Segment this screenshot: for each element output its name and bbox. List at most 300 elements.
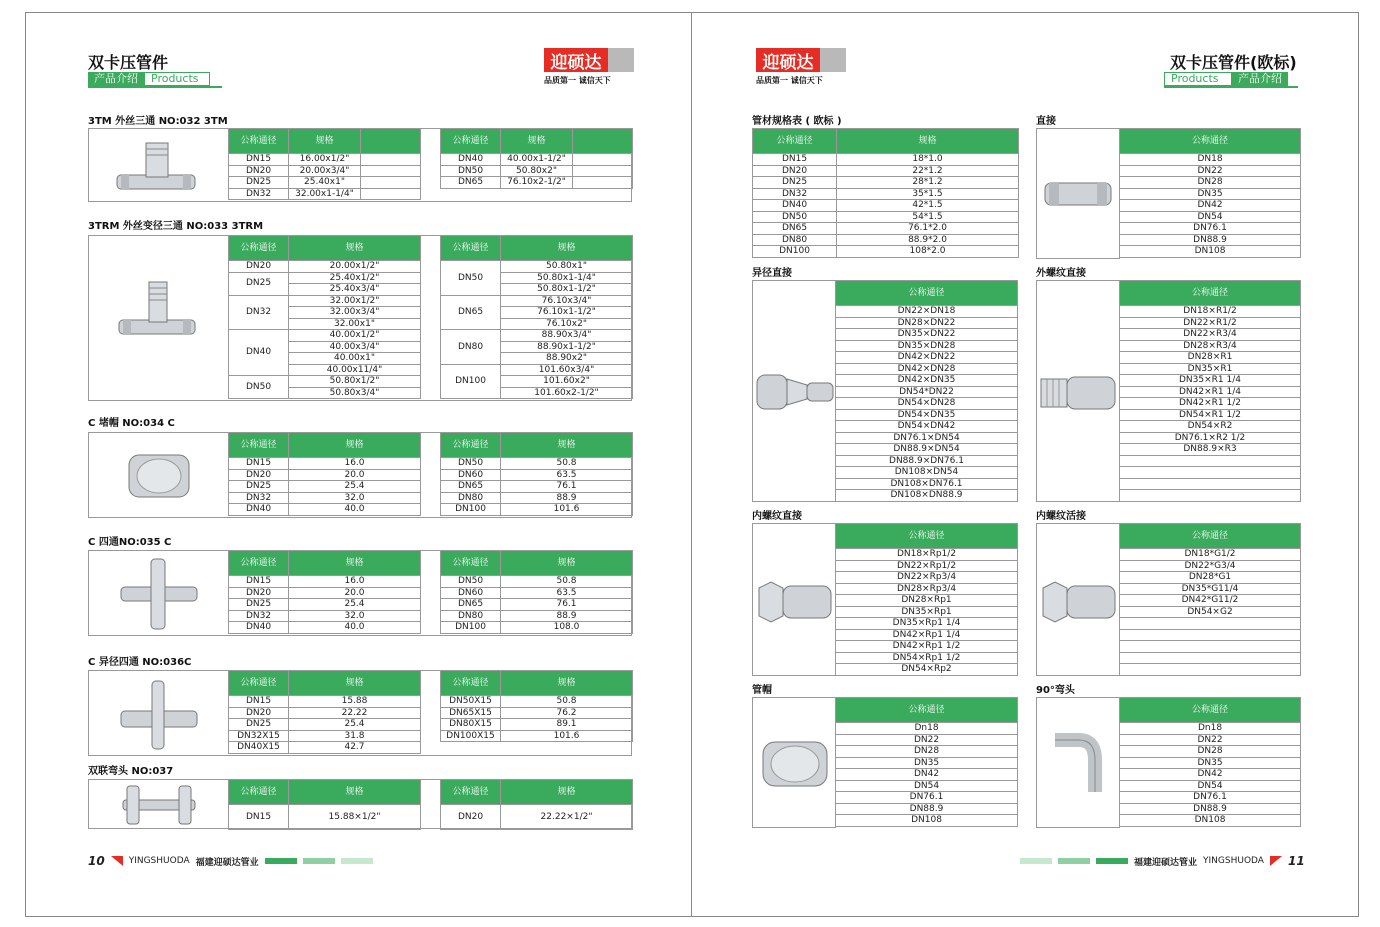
table-cell: DN54 (1120, 211, 1301, 223)
table-cell: DN35 (836, 757, 1018, 769)
table-cell: DN22 (1120, 734, 1301, 746)
table-cell (573, 165, 633, 177)
table-row (753, 211, 1019, 223)
table-cell: DN100 (441, 364, 501, 399)
header-dn: 公称通径 (441, 671, 501, 696)
table-cell: 15.88×1/2" (289, 805, 421, 830)
table-row (441, 730, 633, 742)
table-row (229, 469, 421, 481)
table-cell: 40.00x3/4" (289, 341, 421, 353)
table-row (1120, 188, 1301, 200)
table-row (1120, 629, 1301, 641)
table-cell: DN65 (441, 599, 501, 611)
table-cell: 20.0 (289, 587, 421, 599)
right-logo-text: 迎硕达 (756, 48, 820, 72)
table-cell (1120, 629, 1301, 641)
elbow-90-image (1049, 730, 1109, 796)
section-title-straight: 直接 (1036, 116, 1056, 127)
header-dn: 公称通径 (1120, 129, 1301, 154)
table-row (229, 177, 421, 189)
table-row (836, 455, 1018, 467)
table-cell: DN88.9 (1120, 234, 1301, 246)
table-cell: DN60 (441, 469, 501, 481)
table-cell: 42.7 (289, 742, 421, 754)
table-cell: 76.10x2" (501, 318, 633, 330)
table-row (229, 730, 421, 742)
table-cell: DN25 (229, 599, 289, 611)
female-adapter-image (757, 580, 833, 624)
table-row (836, 803, 1018, 815)
section-title-union: 内螺纹活接 (1036, 511, 1086, 522)
table-cell: DN20 (441, 805, 501, 830)
table-row (836, 478, 1018, 490)
table-cell: DN22×Rp3/4 (836, 572, 1018, 584)
table-cell: DN50 (229, 376, 289, 399)
right-page-title: 双卡压管件(欧标) (1170, 53, 1297, 72)
table-cell: DN80 (441, 330, 501, 365)
table-cell: DN15 (229, 696, 289, 708)
header-dn: 公称通径 (441, 780, 501, 805)
table-row (1120, 815, 1301, 827)
table-row (441, 469, 633, 481)
table-cell: DN35 (1120, 188, 1301, 200)
table-cell: 101.6 (501, 504, 633, 516)
table-row (229, 742, 421, 754)
table-cell: 63.5 (501, 587, 633, 599)
table-row (1120, 595, 1301, 607)
table-cell: DN35×DN22 (836, 329, 1018, 341)
table-cell: DN108 (836, 815, 1018, 827)
table-cell: DN32 (229, 492, 289, 504)
table-row (753, 246, 1019, 258)
table-cell: 76.10x1-1/2" (501, 307, 633, 319)
table-cell: DN40 (229, 504, 289, 516)
table-row (836, 560, 1018, 572)
header-spec: 规格 (501, 780, 633, 805)
header-dn: 公称通径 (441, 236, 501, 261)
table-row (229, 154, 421, 166)
table-cell: DN65 (441, 481, 501, 493)
table-cell: 32.0 (289, 492, 421, 504)
table-cell: DN28*G1 (1120, 572, 1301, 584)
table-cell: 76.10x2-1/2" (501, 177, 573, 189)
table-cell: 50.80x1-1/4" (501, 272, 633, 284)
table-cell: DN54×R1 1/2 (1120, 409, 1301, 421)
table-elbow (1119, 697, 1301, 827)
right-logo (756, 48, 846, 72)
table-cell: 25.40x1/2" (289, 272, 421, 284)
section-title-reducer: 异径直接 (752, 268, 792, 279)
right-page-number: 11 (1287, 854, 1305, 868)
table-cell (361, 165, 421, 177)
table-cell: DN20 (229, 707, 289, 719)
table-cell: DN28×DN22 (836, 317, 1018, 329)
left-footer (88, 854, 373, 868)
table-row (753, 234, 1019, 246)
header-dn: 公称通径 (229, 433, 289, 458)
table-row (441, 576, 633, 588)
section-title-032: 3TM 外丝三通 NO:032 3TM (88, 116, 228, 127)
table-cell: DN76.1 (836, 792, 1018, 804)
table-row (1120, 467, 1301, 479)
table-cell: DN65 (441, 295, 501, 330)
header-dn: 公称通径 (836, 524, 1018, 549)
table-cell: DN60 (441, 587, 501, 599)
table-row (836, 572, 1018, 584)
red-triangle-icon (111, 856, 123, 866)
header-spec: 规格 (501, 671, 633, 696)
table-row (836, 606, 1018, 618)
table-032b (440, 128, 633, 189)
table-cell: DN108 (1120, 815, 1301, 827)
table-row (753, 188, 1019, 200)
table-union (1119, 523, 1301, 676)
table-cell: DN18*G1/2 (1120, 549, 1301, 561)
table-row (1120, 246, 1301, 258)
table-cell: DN65X15 (441, 707, 501, 719)
table-row (836, 734, 1018, 746)
table-row (229, 622, 421, 634)
table-row (1120, 398, 1301, 410)
table-row (836, 746, 1018, 758)
table-cell: DN40 (441, 154, 501, 166)
table-row (836, 317, 1018, 329)
table-cell: DN28 (1120, 746, 1301, 758)
table-cell: DN35×Rp1 1/4 (836, 618, 1018, 630)
table-cell: 16.0 (289, 576, 421, 588)
table-row (836, 641, 1018, 653)
table-cell: Dn18 (836, 723, 1018, 735)
table-cell: DN42×R1 1/2 (1120, 398, 1301, 410)
table-cell: DN25 (229, 177, 289, 189)
table-cell: 40.0 (289, 622, 421, 634)
table-row (1120, 177, 1301, 189)
table-row (441, 364, 633, 376)
table-034b (440, 432, 633, 516)
table-cell: 20.0 (289, 469, 421, 481)
table-cell: DN100 (753, 246, 837, 258)
table-cell: DN50 (441, 261, 501, 296)
table-row (836, 792, 1018, 804)
table-row (1120, 329, 1301, 341)
table-cell: DN42×R1 1/4 (1120, 386, 1301, 398)
table-cell: 76.1 (501, 481, 633, 493)
table-row (836, 398, 1018, 410)
table-row (229, 272, 421, 284)
table-cell: DN54 (836, 780, 1018, 792)
table-row (1120, 409, 1301, 421)
header-dn: 公称通径 (229, 780, 289, 805)
section-title-034: C 堵帽 NO:034 C (88, 418, 175, 429)
section-title-male: 外螺纹直接 (1036, 268, 1086, 279)
table-cell: DN32 (229, 188, 289, 200)
table-cell: DN76.1×DN54 (836, 432, 1018, 444)
table-row (836, 329, 1018, 341)
table-row (1120, 803, 1301, 815)
table-row (1120, 386, 1301, 398)
table-row (836, 815, 1018, 827)
table-cell: DN22×Rp1/2 (836, 560, 1018, 572)
table-cell: DN54×DN35 (836, 409, 1018, 421)
table-row (441, 707, 633, 719)
table-row (836, 352, 1018, 364)
table-row (1120, 432, 1301, 444)
header-dn: 公称通径 (836, 281, 1018, 306)
table-row (441, 458, 633, 470)
table-cell: 88.90x1-1/2" (501, 341, 633, 353)
table-cell: DN42×Rp1 1/2 (836, 641, 1018, 653)
table-row (836, 549, 1018, 561)
table-row (836, 780, 1018, 792)
table-cell: DN15 (229, 458, 289, 470)
header-blank (573, 129, 633, 154)
image-box-cap (752, 697, 836, 828)
table-032a (228, 128, 421, 200)
table-row (1120, 154, 1301, 166)
table-037b (440, 779, 633, 830)
straight-coupling-image (1043, 179, 1113, 209)
table-row (229, 376, 421, 388)
table-cell (573, 154, 633, 166)
table-cell (1120, 490, 1301, 502)
right-header-rule (1164, 72, 1298, 88)
table-row (229, 576, 421, 588)
table-cell: DN28×R1 (1120, 352, 1301, 364)
table-cell: DN20 (229, 261, 289, 273)
reducer-image (755, 367, 835, 417)
table-row (1120, 606, 1301, 618)
header-spec: 规格 (501, 551, 633, 576)
table-cell: DN42 (836, 769, 1018, 781)
table-row (1120, 780, 1301, 792)
right-footer-company: 福建迎硕达管业 (1134, 857, 1198, 868)
table-cell: 50.80x2" (501, 165, 573, 177)
table-033b (440, 235, 633, 399)
header-dn: 公称通径 (229, 671, 289, 696)
table-reducer (835, 280, 1018, 502)
left-tab-cn: 产品介绍 (88, 72, 144, 86)
table-cell: 50.8 (501, 696, 633, 708)
table-row (836, 306, 1018, 318)
table-row (753, 165, 1019, 177)
table-cell: DN22*G3/4 (1120, 560, 1301, 572)
table-cell: 101.60x3/4" (501, 364, 633, 376)
table-cell: 108*2.0 (837, 246, 1019, 258)
table-row (229, 805, 421, 830)
table-cell: DN54×Rp2 (836, 664, 1018, 676)
table-cell: DN15 (229, 154, 289, 166)
table-row (229, 492, 421, 504)
left-tab-en: Products (144, 72, 210, 86)
table-row (836, 629, 1018, 641)
reducing-cross-image (119, 679, 199, 751)
table-row (1120, 317, 1301, 329)
table-cell: DN54×DN42 (836, 421, 1018, 433)
right-tab-en: Products (1164, 72, 1232, 86)
table-cell: 101.60x2-1/2" (501, 387, 633, 399)
section-title-033: 3TRM 外丝变径三通 NO:033 3TRM (88, 221, 264, 232)
table-row (229, 295, 421, 307)
table-row (836, 375, 1018, 387)
table-row (441, 261, 633, 273)
table-cell: DN22 (836, 734, 1018, 746)
table-row (1120, 757, 1301, 769)
table-cell: DN35×R1 (1120, 363, 1301, 375)
table-row (836, 723, 1018, 735)
table-row (836, 409, 1018, 421)
table-035b (440, 550, 633, 634)
table-cell: DN40 (229, 622, 289, 634)
left-page-number: 10 (88, 854, 105, 868)
table-cell: DN20 (753, 165, 837, 177)
table-cell: 40.00x1" (289, 353, 421, 365)
table-row (836, 757, 1018, 769)
left-logo-text: 迎硕达 (544, 48, 608, 72)
table-cell: 31.8 (289, 730, 421, 742)
table-row (836, 618, 1018, 630)
table-cell: DN88.9 (836, 803, 1018, 815)
table-cell: 32.0 (289, 610, 421, 622)
table-cell: DN76.1 (1120, 792, 1301, 804)
table-row (836, 421, 1018, 433)
table-cell: DN88.9 (1120, 803, 1301, 815)
table-cell: DN108×DN88.9 (836, 490, 1018, 502)
table-row (836, 467, 1018, 479)
table-pipe (752, 128, 1019, 258)
table-row (229, 504, 421, 516)
table-cell: 76.10x3/4" (501, 295, 633, 307)
table-cell: DN65 (753, 223, 837, 235)
table-cell (1120, 478, 1301, 490)
table-row (1120, 560, 1301, 572)
table-row (836, 769, 1018, 781)
table-cell: 88.9 (501, 492, 633, 504)
table-cell: 16.00x1/2" (289, 154, 361, 166)
table-cell: DN25 (229, 719, 289, 731)
table-cell: DN42 (1120, 769, 1301, 781)
table-cell: DN32X15 (229, 730, 289, 742)
table-cell: 20.00x3/4" (289, 165, 361, 177)
table-cell: DN100 (441, 622, 501, 634)
table-cell: 16.0 (289, 458, 421, 470)
table-row (229, 587, 421, 599)
table-cell: Dn18 (1120, 723, 1301, 735)
table-cell (361, 188, 421, 200)
table-row (1120, 734, 1301, 746)
table-cell: DN35×R1 1/4 (1120, 375, 1301, 387)
header-dn: 公称通径 (1120, 698, 1301, 723)
table-cell: DN32 (753, 188, 837, 200)
table-cell (573, 177, 633, 189)
header-spec: 规格 (289, 780, 421, 805)
image-box-male (1036, 280, 1120, 502)
table-cell: 50.80x1/2" (289, 376, 421, 388)
right-tab-cn: 产品介绍 (1232, 72, 1288, 86)
table-cell: 42*1.5 (837, 200, 1019, 212)
table-row (1120, 375, 1301, 387)
table-row (1120, 641, 1301, 653)
header-spec: 规格 (289, 433, 421, 458)
table-cell: 35*1.5 (837, 188, 1019, 200)
reducing-tee-image (117, 276, 199, 342)
table-cell: DN15 (753, 154, 837, 166)
table-cap (835, 697, 1018, 827)
table-row (753, 177, 1019, 189)
table-cell: 54*1.5 (837, 211, 1019, 223)
table-row (753, 154, 1019, 166)
table-row (229, 481, 421, 493)
table-cell: DN54 (1120, 780, 1301, 792)
table-row (1120, 618, 1301, 630)
table-cell: DN25 (229, 272, 289, 295)
table-cell: DN15 (229, 576, 289, 588)
table-cell: 101.6 (501, 730, 633, 742)
table-straight (1119, 128, 1301, 258)
table-row (229, 330, 421, 342)
table-row (441, 295, 633, 307)
table-cell: 40.00x11/4" (289, 364, 421, 376)
table-036a (228, 670, 421, 754)
table-cell: DN28×Rp3/4 (836, 583, 1018, 595)
table-row (1120, 583, 1301, 595)
header-spec: 规格 (501, 236, 633, 261)
table-cell: 88.9*2.0 (837, 234, 1019, 246)
table-cell: DN25 (753, 177, 837, 189)
table-row (1120, 363, 1301, 375)
table-row (1120, 652, 1301, 664)
table-cell: 22.22 (289, 707, 421, 719)
table-cell: DN42×DN35 (836, 375, 1018, 387)
table-cell: 88.90x2" (501, 353, 633, 365)
section-title-female: 内螺纹直接 (752, 511, 802, 522)
table-row (1120, 455, 1301, 467)
right-slogan: 品质第一 诚信天下 (756, 76, 823, 85)
table-cell: 32.00x1" (289, 318, 421, 330)
section-title-036: C 异径四通 NO:036C (88, 657, 192, 668)
table-row (836, 583, 1018, 595)
table-row (441, 330, 633, 342)
table-cell (1120, 652, 1301, 664)
table-cell: DN80 (441, 492, 501, 504)
table-row (1120, 200, 1301, 212)
table-cell: DN18×Rp1/2 (836, 549, 1018, 561)
tee-fitting-image (115, 137, 199, 195)
table-row (1120, 234, 1301, 246)
cross-fitting-image (119, 557, 199, 631)
header-dn: 公称通径 (441, 551, 501, 576)
table-cell (1120, 664, 1301, 676)
table-cell: DN108×DN54 (836, 467, 1018, 479)
table-cell: 40.00x1-1/2" (501, 154, 573, 166)
table-cell (1120, 641, 1301, 653)
table-row (836, 652, 1018, 664)
image-box-female (752, 523, 836, 676)
header-spec: 规格 (289, 671, 421, 696)
table-row (1120, 223, 1301, 235)
header-spec: 规格 (289, 129, 361, 154)
table-cell: DN54*DN22 (836, 386, 1018, 398)
table-cell: 18*1.0 (837, 154, 1019, 166)
table-cell (361, 177, 421, 189)
header-dn: 公称通径 (1120, 524, 1301, 549)
table-row (1120, 306, 1301, 318)
table-female (835, 523, 1018, 676)
section-title-pipe: 管材规格表 ( 欧标 ) (752, 116, 842, 127)
table-cell: 22*1.2 (837, 165, 1019, 177)
table-row (1120, 352, 1301, 364)
table-cell: DN88.9×DN76.1 (836, 455, 1018, 467)
table-row (836, 386, 1018, 398)
